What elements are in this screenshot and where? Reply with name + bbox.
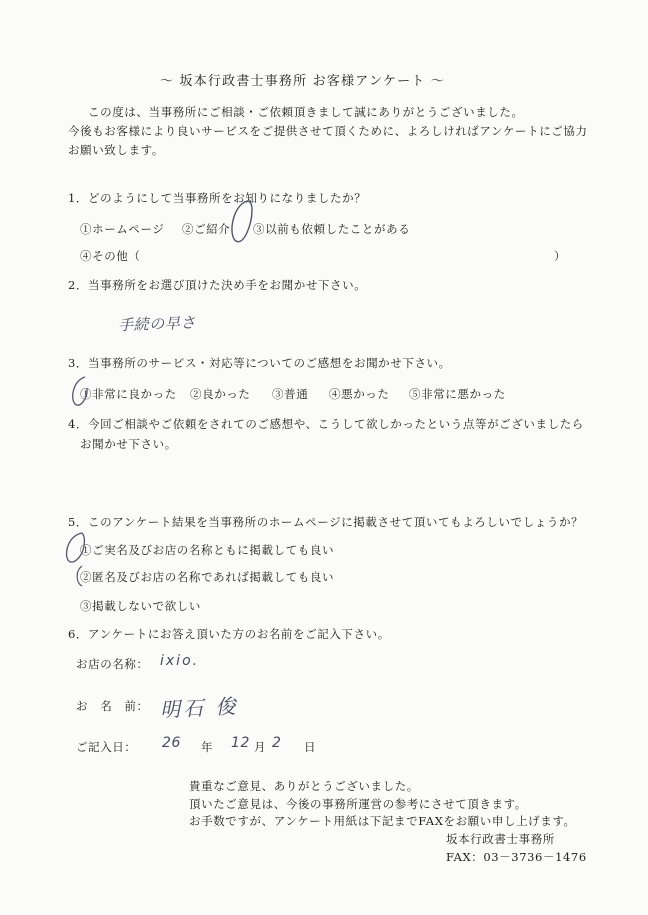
intro-line-3: お願い致します。 — [68, 143, 164, 157]
q3-option-1[interactable]: ①非常に良かった — [80, 387, 177, 401]
footer-line-3: お手数ですが、アンケート用紙は下記までFAXをお願い申し上げます。 — [189, 814, 576, 828]
date-month-unit: 月 — [254, 740, 267, 754]
date-day-value[interactable]: 2 — [272, 735, 282, 751]
q5-option-1[interactable]: ①ご実名及びお店の名称ともに掲載しても良い — [80, 543, 335, 557]
q1-selection-mark — [232, 201, 252, 242]
q3-option-4[interactable]: ④悪かった — [329, 387, 390, 401]
footer-line-2: 頂いたご意見は、今後の事務所運営の参考にさせて頂きます。 — [189, 797, 527, 811]
footer-fax: FAX：03－3736－1476 — [446, 850, 587, 864]
q1-option-4[interactable]: ④その他（ — [80, 249, 141, 263]
q5-option-2[interactable]: ②匿名及びお店の名称であれば掲載しても良い — [80, 570, 335, 584]
date-year-unit: 年 — [201, 740, 214, 754]
footer-office-name: 坂本行政書士事務所 — [446, 832, 555, 846]
date-month-value[interactable]: 12 — [231, 735, 251, 751]
q1-option-2[interactable]: ②ご紹介 — [182, 222, 231, 236]
question-1: 1．どのようにして当事務所をお知りになりましたか？ — [68, 191, 367, 205]
q3-option-5[interactable]: ⑤非常に悪かった — [409, 387, 506, 401]
question-4: 4．今回ご相談やご依頼をされてのご感想や、こうして欲しかったという点等がございましたら — [68, 417, 584, 431]
customer-name-label: お 名 前： — [76, 699, 149, 713]
question-3: 3．当事務所のサービス・対応等についてのご感想をお聞かせ下さい。 — [68, 356, 451, 370]
survey-title: 〜 坂本行政書士事務所 お客様アンケート 〜 — [160, 74, 446, 89]
date-day-unit: 日 — [304, 740, 317, 754]
question-4-cont: お聞かせ下さい。 — [80, 437, 177, 451]
q3-option-2[interactable]: ②良かった — [190, 387, 251, 401]
intro-line-2: 今後もお客様により良いサービスをご提供させて頂くために、よろしければアンケートにご協力 — [68, 124, 588, 138]
question-2: 2．当事務所をお選び頂けた決め手をお聞かせ下さい。 — [68, 278, 367, 292]
question-5: 5．このアンケート結果を当事務所のホームページに掲載させて頂いてもよろしいでしょうか？ — [68, 515, 584, 529]
date-year-value[interactable]: 26 — [162, 735, 182, 751]
q1-option-3[interactable]: ③以前も依頼したことがある — [253, 222, 411, 236]
customer-name-value[interactable]: 明石 俊 — [159, 693, 240, 723]
q2-handwritten-answer[interactable]: 手続の早さ — [117, 313, 197, 335]
q1-option-4-close: ） — [554, 249, 567, 263]
q3-option-3[interactable]: ③普通 — [272, 387, 309, 401]
q5-option-3[interactable]: ③掲載しないで欲しい — [80, 599, 201, 613]
date-label: ご記入日： — [76, 740, 137, 754]
shop-name-label: お店の名称： — [76, 657, 149, 671]
intro-line-1: この度は、当事務所にご相談・ご依頼頂きまして誠にありがとうございました。 — [88, 105, 524, 119]
shop-name-value[interactable]: ixio. — [160, 653, 200, 669]
footer-line-1: 貴重なご意見、ありがとうございました。 — [189, 779, 419, 793]
question-6: 6．アンケートにお答え頂いた方のお名前をご記入下さい。 — [68, 627, 390, 641]
q1-option-1[interactable]: ①ホームページ — [80, 222, 165, 236]
